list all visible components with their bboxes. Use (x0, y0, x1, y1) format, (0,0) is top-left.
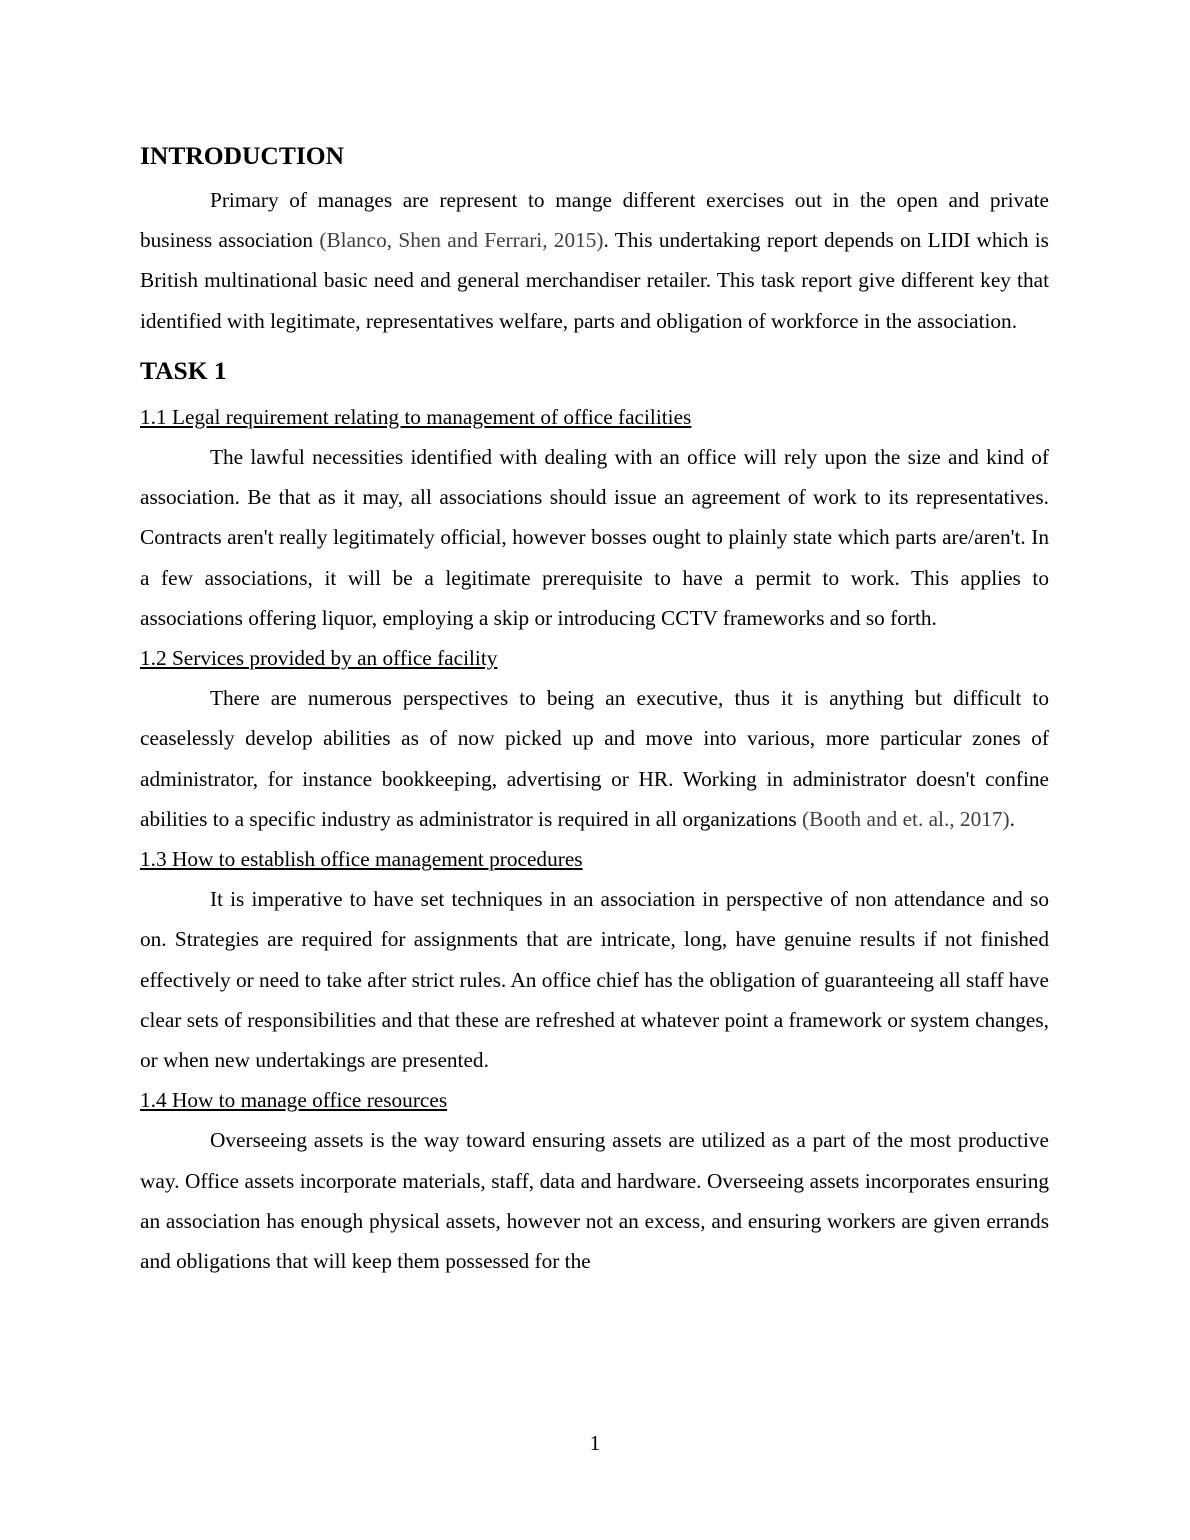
task1-heading: TASK 1 (140, 355, 227, 385)
citation-booth: (Booth and et. al., 2017) (802, 806, 1010, 831)
introduction-text-b: . This undertaking report depends on LIDI which is British multinational basic need and general merchandiser retailer. This task report give different key that identified with legitimate, representatives welfare, parts and obligation of workforce in the association. (140, 228, 1049, 333)
section-1-2-title: 1.2 Services provided by an office facility (140, 646, 498, 671)
page-number: 1 (589, 1431, 601, 1455)
section-1-2-text: There are numerous perspectives to being an executive, thus it is anything but difficult to ceaselessly develop abilities as of now picked up and move into various, more particular zones of administrator, for instance bookkeeping, advertising or HR. Working in administrator doesn't confine abilities to a specific industry as administrator is required in all organizations (140, 686, 1049, 831)
section-1-4-paragraph: Overseeing assets is the way toward ensuring assets are utilized as a part of the most productive way. Office assets incorporate materials, staff, data and hardware. Overseeing assets incorporates ensuring an association has enough physical assets, however not an excess, and ensuring workers are given errands and obligations that will keep them possessed for the (140, 1128, 1049, 1274)
section-1-4-title: 1.4 How to manage office resources (140, 1088, 448, 1113)
section-1-1-paragraph: The lawful necessities identified with dealing with an office will rely upon the size and kind of association. Be that as it may, all associations should issue an agreement of work to its representatives. Contracts aren't really legitimately official, however bosses ought to plainly state which parts are/aren't. In a few associations, it will be a legitimate prerequisite to have a permit to work. This applies to associations offering liquor, employing a skip or introducing CCTV frameworks and so forth. (140, 445, 1049, 630)
section-1-2-end: . (1009, 806, 1015, 831)
citation-blanco: (Blanco, Shen and Ferrari, 2015) (319, 228, 604, 253)
introduction-paragraph (140, 180, 1049, 341)
section-1-3-title: 1.3 How to establish office management procedures (140, 847, 583, 872)
introduction-text-a: Primary of manages are represent to mange different exercises out in the open and private business association (140, 188, 1049, 253)
introduction-heading: INTRODUCTION (140, 141, 345, 170)
section-1-3-paragraph: It is imperative to have set techniques in an association in perspective of non attendance and so on. Strategies are required for assignments that are intricate, long, have genuine results if not finished effectively or need to take after strict rules. An office chief has the obligation of guaranteeing all staff have clear sets of responsibilities and that these are refreshed at whatever point a framework or system changes, or when new undertakings are presented. (140, 887, 1049, 1073)
section-1-1-title: 1.1 Legal requirement relating to management of office facilities (140, 404, 692, 429)
document-page (140, 138, 1049, 1281)
section-1-2-paragraph (140, 678, 1049, 839)
